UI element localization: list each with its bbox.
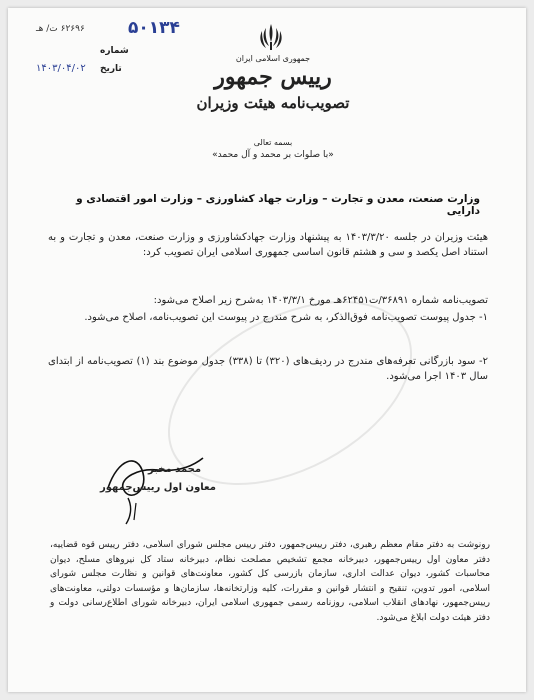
bismillah: بسمه تعالی	[253, 138, 293, 147]
number-label: شماره	[100, 46, 129, 56]
cabinet-title: تصویب‌نامه هیئت وزیران	[196, 94, 350, 112]
iran-emblem-icon	[258, 22, 284, 52]
document-page	[8, 8, 526, 692]
reference-number: ۶۲۶۹۶ ت/ هـ	[36, 24, 85, 34]
country-line: جمهوری اسلامی ایران	[235, 54, 311, 63]
amendment-intro: تصویب‌نامه شماره ۳۶۸۹۱/ت۶۲۴۵۱هـ مورخ ۱۴۰۳/۳/۱ به‌شرح زیر اصلاح می‌شود:	[153, 295, 488, 306]
signatory-title: معاون اول رییس‌جمهور	[100, 482, 216, 493]
serial-number: ۵۰۱۳۴	[128, 18, 180, 38]
distribution-list: رونوشت به دفتر مقام معظم رهبری، دفتر رییس‌جمهور، دفتر رییس مجلس شورای اسلامی، دفتر رییس قوه قضاییه، دفتر معاون اول رییس‌جمهور، دبیرخانه مجمع تشخیص مصلحت نظام، دبیرخانه ستاد کل نیروهای مسلح، دیوان محاسبات کشور، دیوان عدالت اداری، سازمان بازرسی کل کشور، معاونت‌های قوانین و نظارت مجلس شورای اسلامی، امور تدوین، تنقیح و انتشار قوانین و مقررات، کلیه وزارتخانه‌ها، سازمان‌ها و مؤسسات دولتی، معاونت‌های رییس‌جمهور، نهادهای انقلاب اسلامی، روزنامه رسمی جمهوری اسلامی ایران، دبیرخانه شورای اطلاع‌رسانی دولت و دفتر هیئت دولت ابلاغ می‌شود.	[50, 540, 490, 623]
signatory-name: محمد مخبر	[148, 464, 202, 475]
office-title: رییس جمهور	[214, 64, 332, 90]
item-1: ۱- جدول پیوست تصویب‌نامه فوق‌الذکر، به شرح مندرج در پیوست این تصویب‌نامه، اصلاح می‌شود.	[84, 312, 488, 323]
date-label: تاریخ	[100, 64, 122, 74]
intro-paragraph: هیئت وزیران در جلسه ۱۴۰۳/۳/۲۰ به پیشنهاد وزارت جهاد‌کشاورزی و وزارت صنعت، معدن و تجارت و به استناد اصل یکصد و سی و هشتم قانون اساسی جمهوری اسلامی ایران تصویب کرد:	[48, 232, 488, 258]
addressee-line: وزارت صنعت، معدن و تجارت – وزارت جهاد کشاورزی – وزارت امور اقتصادی و دارایی	[76, 193, 480, 217]
item-2: ۲- سود بازرگانی تعرفه‌های مندرج در ردیف‌های (۳۲۰) تا (۳۳۸) جدول موضوع بند (۱) تصویب‌نامه از ابتدای سال ۱۴۰۳ اجرا می‌شود.	[48, 356, 488, 382]
salawat: «با صلوات بر محمد و آل محمد»	[212, 150, 334, 160]
date-value: ۱۴۰۳/۰۴/۰۲	[36, 63, 86, 74]
